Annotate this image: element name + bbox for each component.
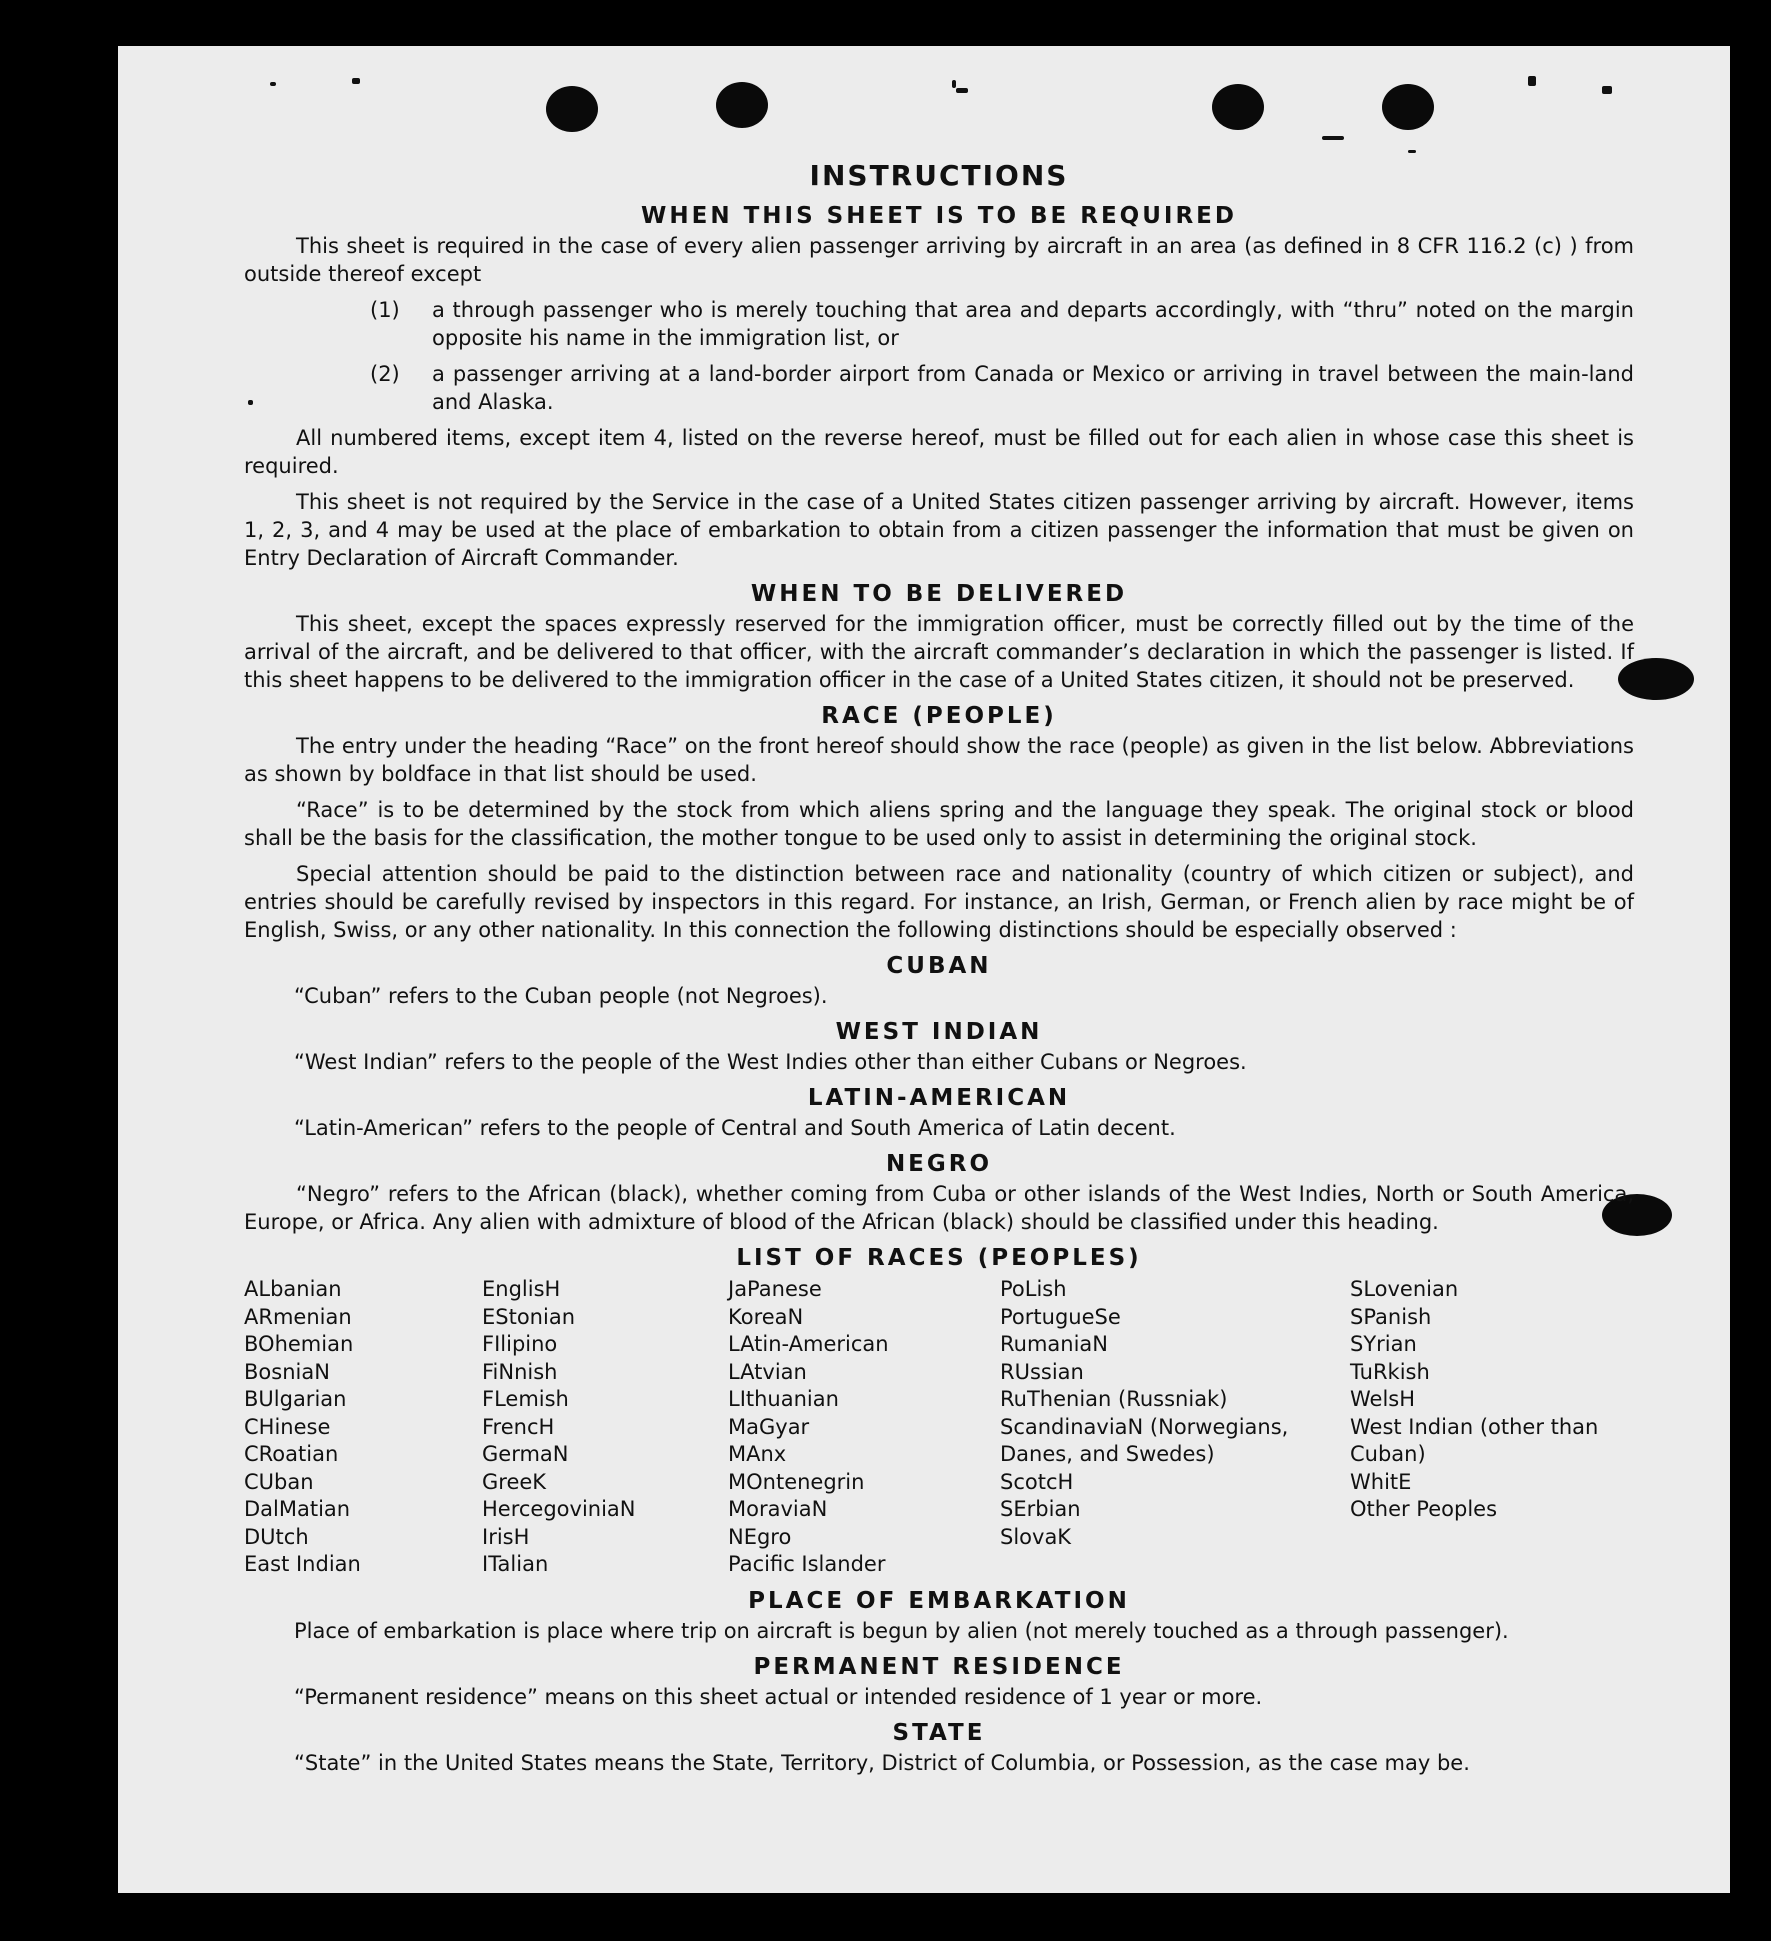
race-column xyxy=(482,1276,728,1579)
race-entry: LAtin-American xyxy=(728,1332,889,1356)
race-entry: DUtch xyxy=(244,1524,309,1549)
speck xyxy=(956,88,968,93)
speck xyxy=(352,78,360,84)
speck xyxy=(1602,86,1612,94)
race-entry: PortugueSe xyxy=(1000,1304,1121,1329)
speck xyxy=(1528,76,1536,86)
race-entry: CHinese xyxy=(244,1414,331,1439)
race-entry: WelsH xyxy=(1350,1387,1416,1411)
item-text: a passenger arriving at a land-border airport from Canada or Mexico or arriving in travel between the main-land and Alaska. xyxy=(432,362,1634,414)
race-entry: FrencH xyxy=(482,1414,555,1439)
speck xyxy=(952,80,956,88)
race-entry: BosniaN xyxy=(244,1359,330,1384)
race-entry: EStonian xyxy=(482,1304,576,1329)
latin-text: “Latin-American” refers to the people of Central and South America of Latin decent. xyxy=(294,1116,1176,1140)
section-heading-latin: LATIN-AMERICAN xyxy=(807,1085,1071,1111)
race-column xyxy=(1000,1276,1350,1579)
required-intro: This sheet is required in the case of every alien passenger arriving by aircraft in an area (as defined in 8 CFR 116.2 (c) ) from outside thereof except xyxy=(244,234,1634,286)
item-text: a through passenger who is merely touching that area and departs accordingly, with “thru” noted on the margin opposite his name in the immigration list, or xyxy=(432,298,1634,350)
race-entry: FLemish xyxy=(482,1387,569,1411)
race-entry: RUssian xyxy=(1000,1359,1084,1384)
west-indian-text: “West Indian” refers to the people of the West Indies other than either Cubans or Negroes. xyxy=(294,1050,1247,1074)
race-entry: NEgro xyxy=(728,1524,792,1549)
item-number: (1) xyxy=(370,298,400,322)
race-entry: EnglisH xyxy=(482,1277,561,1301)
section-heading-list: LIST OF RACES (PEOPLES) xyxy=(736,1245,1142,1271)
race-entry: RumaniaN xyxy=(1000,1332,1109,1356)
race-entry: JaPanese xyxy=(728,1277,822,1301)
race-entry: IrisH xyxy=(482,1524,530,1549)
race-entry: West Indian (other than Cuban) xyxy=(1350,1414,1599,1466)
race-entry: SYrian xyxy=(1350,1332,1417,1356)
page-title: INSTRUCTIONS xyxy=(809,159,1069,192)
race-entry: LIthuanian xyxy=(728,1387,839,1411)
race-entry: ARmenian xyxy=(244,1304,352,1329)
delivered-text: This sheet, except the spaces expressly reserved for the immigration officer, must be correctly filled out by the time of the arrival of the aircraft, and be delivered to that officer, with the aircraft commander’s declaration in which the passenger is listed. If this sheet happens to be delivered to the immigration officer in the case of a United States citizen, it should not be preserved. xyxy=(244,612,1634,692)
required-para: All numbered items, except item 4, listed on the reverse hereof, must be filled out for each alien in whose case this sheet is required. xyxy=(244,426,1634,478)
speck xyxy=(1408,150,1416,153)
race-entry: MaGyar xyxy=(728,1414,810,1439)
punch-hole xyxy=(716,82,768,128)
race-entry: FiNnish xyxy=(482,1359,558,1384)
section-heading-negro: NEGRO xyxy=(885,1151,993,1177)
race-entry: HercegoviniaN xyxy=(482,1497,636,1521)
section-heading-state: STATE xyxy=(892,1719,986,1746)
race-entry: SPanish xyxy=(1350,1304,1432,1329)
race-entry: KoreaN xyxy=(728,1304,804,1329)
race-entry: SLovenian xyxy=(1350,1277,1459,1301)
race-entry: MoraviaN xyxy=(728,1497,828,1521)
section-heading-cuban: CUBAN xyxy=(886,953,992,979)
cuban-text: “Cuban” refers to the Cuban people (not Negroes). xyxy=(294,984,828,1008)
item-number: (2) xyxy=(370,362,400,386)
race-entry: DalMatian xyxy=(244,1497,351,1521)
race-column xyxy=(244,1276,482,1579)
punch-hole xyxy=(1212,84,1264,130)
section-heading-residence: PERMANENT RESIDENCE xyxy=(753,1653,1125,1680)
race-para: “Race” is to be determined by the stock from which aliens spring and the language they speak. The original stock or blood shall be the basis for the classification, the mother tongue to be used only to assist in determining the original stock. xyxy=(244,798,1634,850)
race-para: Special attention should be paid to the distinction between race and nationality (country of which citizen or subject), and entries should be carefully revised by inspectors in this regard. For instance, an Irish, German, or French alien by race might be of English, Swiss, or any other nationality. In this connection the following distinctions should be especially observed : xyxy=(244,862,1634,942)
race-entry: PoLish xyxy=(1000,1277,1067,1301)
race-entry: TuRkish xyxy=(1350,1359,1430,1384)
section-heading-west-indian: WEST INDIAN xyxy=(835,1019,1043,1045)
race-entry: FIlipino xyxy=(482,1332,558,1356)
speck xyxy=(1322,136,1344,140)
race-entry: ITalian xyxy=(482,1552,549,1576)
section-heading-embarkation: PLACE OF EMBARKATION xyxy=(748,1587,1130,1614)
race-entry: RuThenian (Russniak) xyxy=(1000,1387,1228,1411)
race-entry: WhitE xyxy=(1350,1469,1412,1494)
race-list xyxy=(244,1276,1634,1579)
residence-text: “Permanent residence” means on this sheet actual or intended residence of 1 year or more. xyxy=(294,1684,1263,1709)
race-entry: ALbanian xyxy=(244,1277,342,1301)
section-heading-required: WHEN THIS SHEET IS TO BE REQUIRED xyxy=(641,203,1237,229)
race-entry: BOhemian xyxy=(244,1332,354,1356)
race-entry: GreeK xyxy=(482,1469,547,1494)
race-entry: ScotcH xyxy=(1000,1469,1074,1494)
exception-item xyxy=(244,296,1634,352)
embarkation-text: Place of embarkation is place where trip on aircraft is begun by alien (not merely touched as a through passenger). xyxy=(294,1618,1509,1643)
speck xyxy=(270,82,276,86)
race-column xyxy=(1350,1276,1610,1579)
section-heading-race: RACE (PEOPLE) xyxy=(821,703,1057,729)
race-entry: Pacific Islander xyxy=(728,1552,886,1576)
race-entry: ScandinaviaN (Norwegians, Danes, and Swedes) xyxy=(1000,1414,1289,1466)
section-heading-delivered: WHEN TO BE DELIVERED xyxy=(750,581,1128,607)
race-para: The entry under the heading “Race” on the front hereof should show the race (people) as given in the list below. Abbreviations as shown by boldface in that list should be used. xyxy=(244,734,1634,786)
race-entry: SlovaK xyxy=(1000,1524,1072,1549)
race-entry: MAnx xyxy=(728,1442,787,1466)
required-para: This sheet is not required by the Service in the case of a United States citizen passenger arriving by aircraft. However, items 1, 2, 3, and 4 may be used at the place of embarkation to obtain from a citizen passenger the information that must be given on Entry Declaration of Aircraft Commander. xyxy=(244,490,1634,570)
race-entry: BUlgarian xyxy=(244,1387,347,1411)
state-text: “State” in the United States means the State, Territory, District of Columbia, or Possession, as the case may be. xyxy=(294,1750,1470,1775)
race-entry: CUban xyxy=(244,1469,314,1494)
punch-hole xyxy=(1382,84,1434,130)
punch-hole xyxy=(546,86,598,132)
race-entry: LAtvian xyxy=(728,1359,807,1384)
race-entry: SErbian xyxy=(1000,1497,1081,1521)
document-content xyxy=(244,160,1634,1785)
race-entry: GermaN xyxy=(482,1442,569,1466)
race-entry: CRoatian xyxy=(244,1442,339,1466)
race-entry: Other Peoples xyxy=(1350,1497,1498,1521)
race-column xyxy=(728,1276,1000,1579)
race-entry: MOntenegrin xyxy=(728,1469,865,1494)
race-entry: East Indian xyxy=(244,1552,361,1576)
negro-text: “Negro” refers to the African (black), whether coming from Cuba or other islands of the West Indies, North or South America, Europe, or Africa. Any alien with admixture of blood of the African (black) should be classified under this heading. xyxy=(244,1182,1634,1234)
exception-item xyxy=(244,360,1634,416)
